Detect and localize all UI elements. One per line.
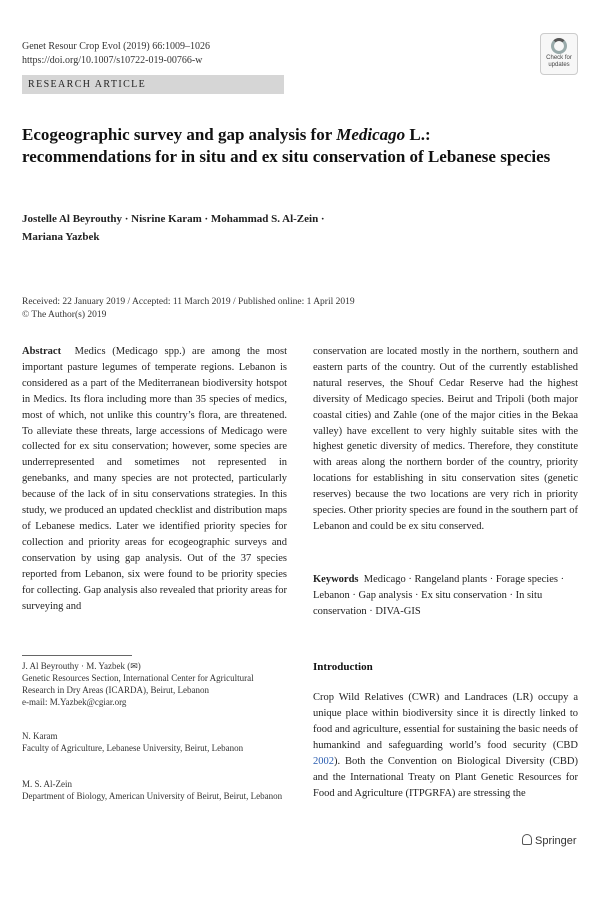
journal-citation: Genet Resour Crop Evol (2019) 66:1009–1026 (22, 41, 211, 52)
affiliation-names: J. Al Beyrouthy · M. Yazbek (✉) (22, 661, 141, 671)
affiliation-3 (22, 778, 287, 802)
affiliation-1 (22, 660, 287, 708)
intro-text-b: ). Both the Convention on Biological Diversity (CBD) and the International Treaty on Plant Genetic Resources for Food and Agriculture (ITPGRFA) are stressing the (313, 756, 578, 799)
authors-line2: Mariana Yazbek (22, 231, 100, 243)
title-part1: Ecogeographic survey and gap analysis for (22, 125, 337, 144)
keywords-list: Medicago · Rangeland plants · Forage species · Lebanon · Gap analysis · Ex situ conservation · In situ conservation · DIVA-GIS (313, 574, 565, 617)
doi-link[interactable]: https://doi.org/10.1007/s10722-019-00766-w (22, 55, 203, 66)
abstract-text-left: Medics (Medicago spp.) are among the most important pasture legumes of temperate regions. Lebanon is considered as a part of the Mediterranean biodiversity hotspot in Medics. Its flora including more than 35 species of medics, most of which, not unlike this country’s flora, are threatened. To alleviate these threats, large accessions of Medicago were collected for ex situ conservation; however, some species are underrepresented and sometimes not represented in genebanks, and many species are not protected, particularly because of the lack of in situ conservations strategies. In this study, we produced an updated checklist and distribution maps of Lebanese medics. Later we identified priority species for collection and priority areas for ecogeographic surveys and conservation by using gap analysis. Out of the 37 species reported from Lebanon, six were found to be priority species for collecting. Gap analysis also revealed that priority areas for surveying and (22, 346, 287, 612)
publication-dates (22, 296, 522, 322)
crossmark-icon (551, 38, 567, 54)
abstract-label: Abstract (22, 346, 62, 357)
introduction-heading: Introduction (313, 661, 373, 673)
springer-horse-icon (522, 834, 532, 845)
publisher-name: Springer (535, 835, 577, 847)
citation-link-cbd-2002[interactable]: 2002 (313, 756, 334, 767)
affiliation-2 (22, 730, 287, 754)
footnote-divider (22, 655, 132, 656)
keywords (313, 572, 578, 620)
dates-received: Received: 22 January 2019 / Accepted: 11 March 2019 / Published online: 1 April 2019 (22, 297, 355, 307)
article-title (22, 124, 562, 168)
title-genus: Medicago (336, 125, 406, 144)
check-for-updates-badge[interactable] (540, 33, 578, 75)
copyright-line: © The Author(s) 2019 (22, 310, 107, 320)
author-list (22, 210, 422, 246)
check-updates-line2: updates (548, 62, 570, 68)
affiliation-org: Genetic Resources Section, International Center for Agricultural Research in Dry Areas (ICARDA), Beirut, Lebanon (22, 673, 254, 695)
intro-text-a: Crop Wild Relatives (CWR) and Landraces (LR) occupy a unique place within biodiversity since it is directly linked to food and agriculture, essential for sustaining the basic needs of humankind and safeguarding world’s food security (CBD (313, 692, 578, 751)
publisher-logo (522, 834, 577, 847)
affiliation-org: Department of Biology, American University of Beirut, Beirut, Lebanon (22, 791, 283, 801)
keywords-label: Keywords (313, 574, 359, 585)
abstract-right-column: conservation are located mostly in the northern, southern and eastern parts of the country. Out of the currently established natural reserves, the Shouf Cedar Reserve had the highest diversity of Medicago species. Beirut and Tripoli (both major coastal cities) and Zahle (one of the major cities in the Bekaa valley) have excellent to very highly suitable sites with the highest genetic diversity of medics. Therefore, they constitute with areas along the northern border of the country, priority locations for establishing in situ conservation sites (genetic reserves) because the two locations are very rich in priority species. Other priority species are found in the southern part of Lebanon and could be ex situ conserved. (313, 346, 578, 532)
journal-header (22, 40, 210, 68)
abstract-left-column (22, 344, 287, 614)
affiliation-org: Faculty of Agriculture, Lebanese University, Beirut, Lebanon (22, 743, 244, 753)
title-part2: L.: recommendations for in situ and ex situ conservation of Lebanese species (22, 125, 551, 166)
affiliation-email[interactable]: e-mail: M.Yazbek@cgiar.org (22, 697, 127, 707)
authors-line1: Jostelle Al Beyrouthy · Nisrine Karam · Mohammad S. Al-Zein · (22, 213, 325, 225)
introduction-text (313, 690, 578, 802)
affiliation-names: M. S. Al-Zein (22, 779, 73, 789)
check-updates-line1: Check for (546, 55, 572, 61)
article-type-banner: RESEARCH ARTICLE (22, 75, 284, 94)
affiliation-names: N. Karam (22, 731, 58, 741)
